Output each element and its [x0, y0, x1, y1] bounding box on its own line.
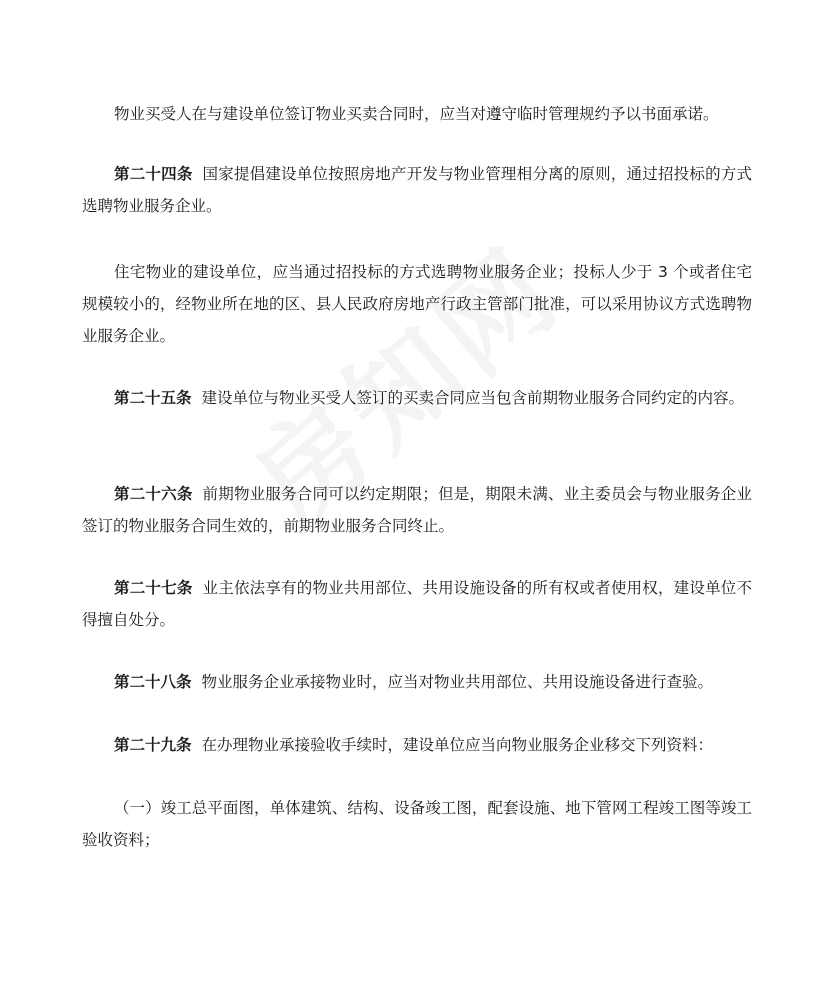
paragraph-article-28 — [82, 666, 752, 698]
article-number: 第二十七条 — [114, 579, 193, 597]
article-number: 第二十五条 — [114, 389, 192, 407]
paragraph-1 — [82, 98, 752, 130]
paragraph-text: 建设单位与物业买受人签订的买卖合同应当包含前期物业服务合同约定的内容。 — [201, 389, 745, 407]
paragraph-text: （一）竣工总平面图，单体建筑、结构、设备竣工图，配套设施、地下管网工程竣工图等竣工验收资料； — [82, 799, 752, 849]
article-number: 第二十六条 — [114, 485, 193, 503]
paragraph-article-25 — [82, 382, 752, 414]
paragraph-item-1 — [82, 792, 752, 856]
paragraph-3 — [82, 256, 752, 352]
paragraph-article-29 — [82, 729, 752, 761]
paragraph-text: 前期物业服务合同可以约定期限；但是，期限未满、业主委员会与物业服务企业签订的物业服务合同生效的，前期物业服务合同终止。 — [82, 485, 752, 535]
article-number: 第二十四条 — [114, 165, 193, 183]
article-number: 第二十八条 — [114, 673, 192, 691]
paragraph-article-24 — [82, 158, 752, 222]
paragraph-text: 物业服务企业承接物业时，应当对物业共用部位、共用设施设备进行查验。 — [201, 673, 714, 691]
paragraph-text: 在办理物业承接验收手续时，建设单位应当向物业服务企业移交下列资料： — [201, 736, 714, 754]
paragraph-article-26 — [82, 478, 752, 542]
article-number: 第二十九条 — [114, 736, 192, 754]
paragraph-text: 业主依法享有的物业共用部位、共用设施设备的所有权或者使用权，建设单位不得擅自处分。 — [82, 579, 752, 629]
paragraph-text: 住宅物业的建设单位，应当通过招投标的方式选聘物业服务企业；投标人少于 3 个或者住宅规模较小的，经物业所在地的区、县人民政府房地产行政主管部门批准，可以采用协议方式选聘物业服务企业。 — [82, 263, 752, 345]
paragraph-article-27 — [82, 572, 752, 636]
paragraph-text: 物业买受人在与建设单位签订物业买卖合同时，应当对遵守临时管理规约予以书面承诺。 — [114, 105, 719, 123]
paragraph-text: 国家提倡建设单位按照房地产开发与物业管理相分离的原则，通过招投标的方式选聘物业服务企业。 — [82, 165, 752, 215]
